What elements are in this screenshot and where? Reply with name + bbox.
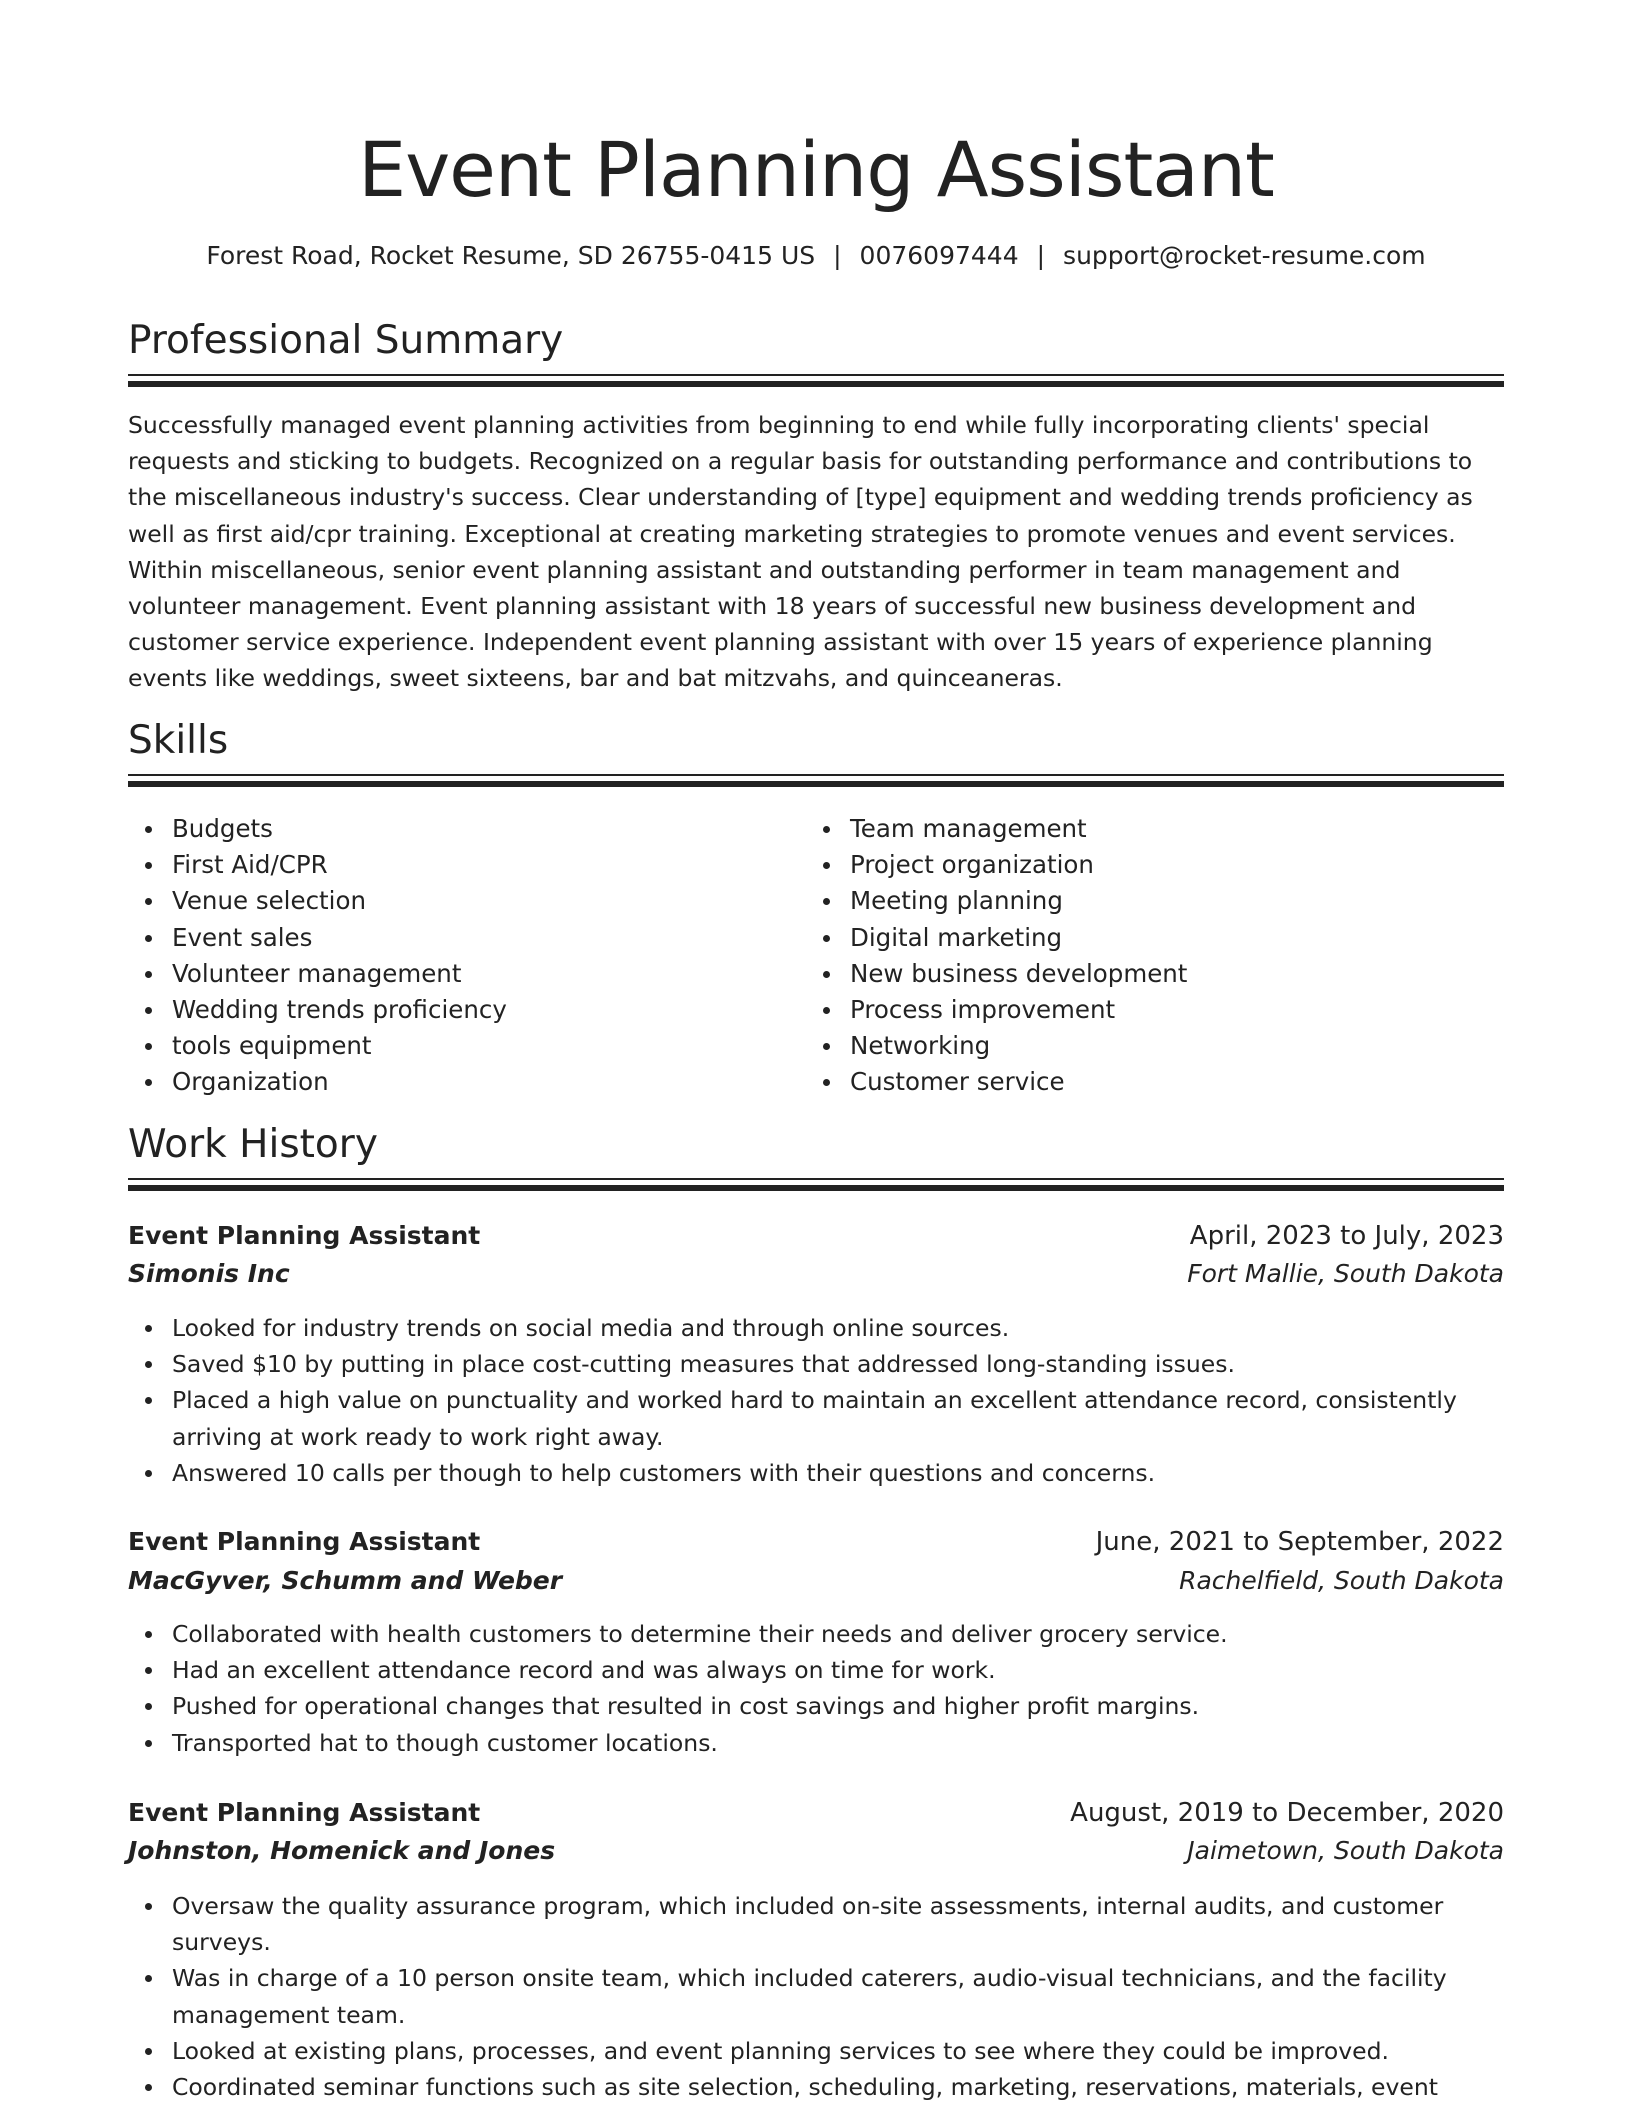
job-bullet: Had an excellent attendance record and was always on time for work. — [172, 1652, 1504, 1688]
summary-heading: Professional Summary — [128, 318, 564, 363]
summary-text: Successfully managed event planning activities from beginning to end while fully incorporating clients' special requests and sticking to budgets. Recognized on a regular basis for outstanding performance and contributions to the miscellaneous industry's success. Clear understanding of [type] equipment and wedding trends proficiency as well as first aid/cpr training. Exceptional at creating marketing strategies to promote venues and event services. Within miscellaneous, senior event planning assistant and outstanding performer in team management and volunteer management. Event planning assistant with 18 years of successful new business development and customer service experience. Independent event planning assistant with over 15 years of experience planning events like weddings, sweet sixteens, bar and bat mitzvahs, and quinceaneras. — [128, 411, 1473, 693]
job-bullet: Oversaw the quality assurance program, which included on-site assessments, internal audits, and customer surveys. — [172, 1888, 1504, 1960]
skill-item: Digital marketing — [850, 920, 1187, 956]
resume-title: Event Planning Assistant — [358, 125, 1274, 214]
job-dates: August, 2019 to December, 2020 — [1070, 1798, 1504, 1828]
job-bullet: Looked for industry trends on social media and through online sources. — [172, 1310, 1504, 1346]
job-bullet: Was in charge of a 10 person onsite team, which included caterers, audio-visual technicians, and the facility management team. — [172, 1960, 1504, 2032]
job-location: Fort Mallie, South Dakota — [1187, 1259, 1504, 1288]
contact-separator: | — [1036, 241, 1046, 270]
section-divider — [128, 381, 1504, 387]
contact-email: support@rocket-resume.com — [1063, 241, 1426, 270]
job-bullet: Answered 10 calls per though to help customers with their questions and concerns. — [172, 1455, 1504, 1491]
contact-separator: | — [833, 241, 842, 270]
work-heading: Work History — [128, 1122, 378, 1167]
job-company: Johnston, Homenick and Jones — [128, 1836, 556, 1865]
job-bullet: Saved $10 by putting in place cost-cutting measures that addressed long-standing issues. — [172, 1346, 1504, 1382]
job-dates: June, 2021 to September, 2022 — [1095, 1527, 1504, 1557]
job-bullets — [128, 1616, 1504, 1761]
skill-item: Networking — [850, 1028, 1187, 1064]
section-divider — [128, 774, 1504, 776]
job-bullet: Placed a high value on punctuality and worked hard to maintain an excellent attendance record, consistently arriving at work ready to work right away. — [172, 1382, 1504, 1454]
section-divider — [128, 1178, 1504, 1180]
job-location: Rachelfield, South Dakota — [1179, 1566, 1504, 1595]
skill-item: Budgets — [172, 811, 507, 847]
skill-item: Meeting planning — [850, 883, 1187, 919]
job-title: Event Planning Assistant — [128, 1221, 481, 1250]
job-location: Jaimetown, South Dakota — [1187, 1836, 1504, 1865]
skill-item: Organization — [172, 1064, 507, 1100]
skill-item: tools equipment — [172, 1028, 507, 1064]
section-divider — [128, 1185, 1504, 1191]
skill-item: Customer service — [850, 1064, 1187, 1100]
job-company: Simonis Inc — [128, 1259, 290, 1288]
skill-item: Venue selection — [172, 883, 507, 919]
skill-item: Volunteer management — [172, 956, 507, 992]
skills-list-right — [806, 811, 1187, 1101]
job-company: MacGyver, Schumm and Weber — [128, 1566, 563, 1595]
skill-item: First Aid/CPR — [172, 847, 507, 883]
skill-item: Process improvement — [850, 992, 1187, 1028]
section-divider — [128, 374, 1504, 376]
contact-line — [128, 238, 1504, 274]
job-bullet: Looked at existing plans, processes, and event planning services to see where they could be improved. — [172, 2033, 1504, 2069]
skill-item: Event sales — [172, 920, 507, 956]
job-bullet: Coordinated seminar functions such as site selection, scheduling, marketing, reservations, materials, event — [172, 2069, 1504, 2105]
job-title: Event Planning Assistant — [128, 1798, 481, 1827]
job-bullets — [128, 1310, 1504, 1491]
skill-item: New business development — [850, 956, 1187, 992]
job-bullets — [128, 1888, 1504, 2105]
contact-phone: 0076097444 — [859, 241, 1019, 270]
job-dates: April, 2023 to July, 2023 — [1189, 1221, 1504, 1251]
skills-list-left — [128, 811, 507, 1101]
resume-page — [128, 0, 1504, 2112]
skill-item: Wedding trends proficiency — [172, 992, 507, 1028]
job-bullet: Transported hat to though customer locations. — [172, 1725, 1504, 1761]
skill-item: Project organization — [850, 847, 1187, 883]
section-divider — [128, 781, 1504, 787]
job-bullet: Collaborated with health customers to determine their needs and deliver grocery service. — [172, 1616, 1504, 1652]
skills-heading: Skills — [128, 718, 229, 763]
job-title: Event Planning Assistant — [128, 1527, 481, 1556]
skill-item: Team management — [850, 811, 1187, 847]
contact-address: Forest Road, Rocket Resume, SD 26755-0415 US — [206, 241, 816, 270]
job-bullet: Pushed for operational changes that resulted in cost savings and higher profit margins. — [172, 1688, 1504, 1724]
